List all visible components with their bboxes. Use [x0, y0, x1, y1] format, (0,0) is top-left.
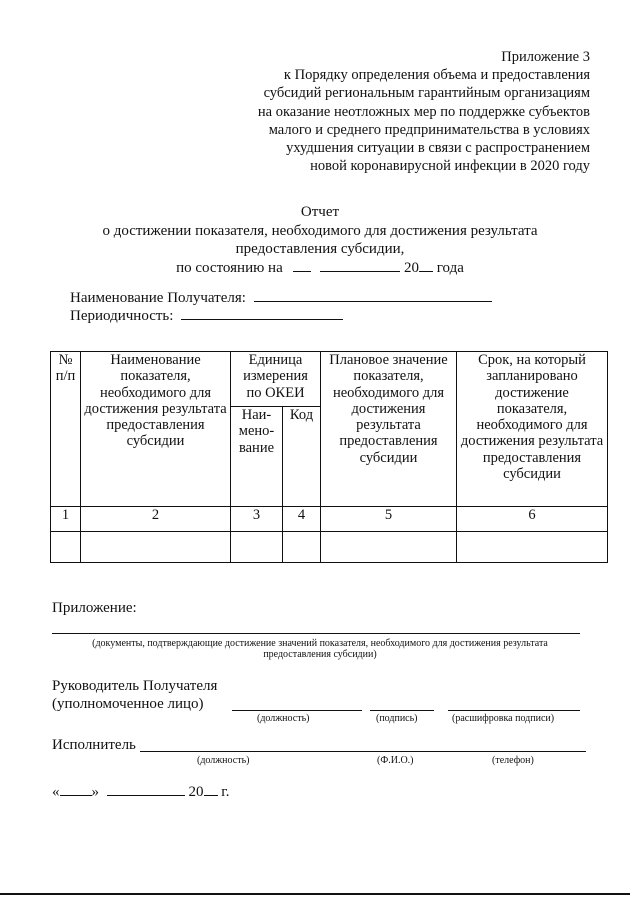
recipient-field [70, 289, 492, 307]
date-suffix: г. [221, 784, 230, 800]
head-caption-position: (должность) [257, 713, 310, 724]
header-deadline: Срок, на который запланировано достижение показателя, необходимого для достижения результата предоставления субсидии [457, 352, 608, 507]
table-cell[interactable] [81, 532, 231, 563]
date-day-blank[interactable] [60, 783, 92, 796]
column-number: 3 [231, 507, 283, 532]
date-year-prefix: 20 [404, 259, 419, 276]
executor-label: Исполнитель [52, 737, 136, 753]
date-day-blank[interactable] [293, 259, 311, 272]
attachment-caption [0, 638, 640, 660]
date-month-blank[interactable] [320, 259, 400, 272]
report-subtitle-line2: предоставления субсидии, [235, 241, 405, 257]
table-row [51, 532, 608, 563]
table-header-row [51, 352, 608, 407]
column-number: 2 [81, 507, 231, 532]
header-num: № п/п [51, 352, 81, 507]
date-year-blank[interactable] [419, 259, 433, 272]
report-subtitle-line1: о достижении показателя, необходимого для достижения результата [102, 222, 538, 239]
attachment-caption-line2: предоставления субсидии) [263, 649, 377, 660]
column-number: 4 [283, 507, 321, 532]
page-bottom-divider [0, 893, 630, 895]
attachment-input-line[interactable] [52, 633, 580, 634]
report-title [0, 203, 640, 277]
date-year-suffix: года [436, 259, 464, 276]
attachment-caption-line1: (документы, подтверждающие достижение значений показателя, необходимого для достижения результата [92, 638, 548, 649]
report-date-line [0, 259, 640, 278]
appendix-line: ухудшения ситуации в связи с распространением [286, 140, 590, 157]
head-transcript-line[interactable] [448, 710, 580, 711]
date-prefix: по состоянию на [176, 259, 283, 276]
appendix-line: к Порядку определения объема и предоставления [283, 67, 590, 84]
date-open-quote: « [52, 784, 60, 800]
column-number: 6 [457, 507, 608, 532]
date-month-blank[interactable] [107, 783, 185, 796]
appendix-line: Приложение 3 [501, 49, 590, 65]
table-cell[interactable] [321, 532, 457, 563]
header-planned-value: Плановое значение показателя, необходимого для достижения результата предоставления субсидии [321, 352, 457, 507]
executor-input-line[interactable] [140, 751, 586, 752]
head-caption-transcript: (расшифровка подписи) [452, 713, 555, 724]
header-indicator-name: Наименование показателя, необходимого для достижения результата предоставления субсидии [81, 352, 231, 507]
periodicity-input[interactable] [181, 307, 343, 320]
header-unit: Единица измерения по ОКЕИ [231, 352, 321, 407]
table-cell[interactable] [51, 532, 81, 563]
appendix-line: малого и среднего предпринимательства в условиях [268, 121, 590, 138]
periodicity-field [70, 307, 343, 325]
table-column-number-row [51, 507, 608, 532]
report-heading: Отчет [300, 204, 340, 220]
head-signature-line[interactable] [370, 710, 434, 711]
table-cell[interactable] [283, 532, 321, 563]
appendix-header [210, 48, 590, 175]
date-year: 20 [188, 784, 204, 800]
executor-caption-position: (должность) [197, 755, 250, 766]
date-close-quote: » [91, 784, 99, 800]
attachment-label: Приложение: [52, 600, 137, 616]
head-label-line1: Руководитель Получателя [52, 678, 218, 694]
head-position-line[interactable] [232, 710, 362, 711]
recipient-input[interactable] [254, 289, 492, 302]
table-cell[interactable] [457, 532, 608, 563]
table-cell[interactable] [231, 532, 283, 563]
head-caption-signature: (подпись) [376, 713, 418, 724]
date-footer [52, 783, 229, 801]
appendix-line: субсидий региональным гарантийным организациям [263, 85, 590, 102]
appendix-line: новой коронавирусной инфекции в 2020 году [310, 158, 590, 175]
head-label-line2: (уполномоченное лицо) [52, 696, 204, 712]
recipient-label: Наименование Получателя: [70, 290, 246, 306]
appendix-line: на оказание неотложных мер по поддержке субъектов [257, 103, 590, 120]
executor-caption-name: (Ф.И.О.) [377, 755, 414, 766]
periodicity-label: Периодичность: [70, 308, 174, 324]
executor-caption-phone: (телефон) [492, 755, 534, 766]
header-unit-code: Код [283, 407, 321, 507]
column-number: 5 [321, 507, 457, 532]
date-year-blank[interactable] [204, 783, 218, 796]
column-number: 1 [51, 507, 81, 532]
report-table [50, 351, 608, 563]
header-unit-name: Наи-мено-вание [231, 407, 283, 507]
